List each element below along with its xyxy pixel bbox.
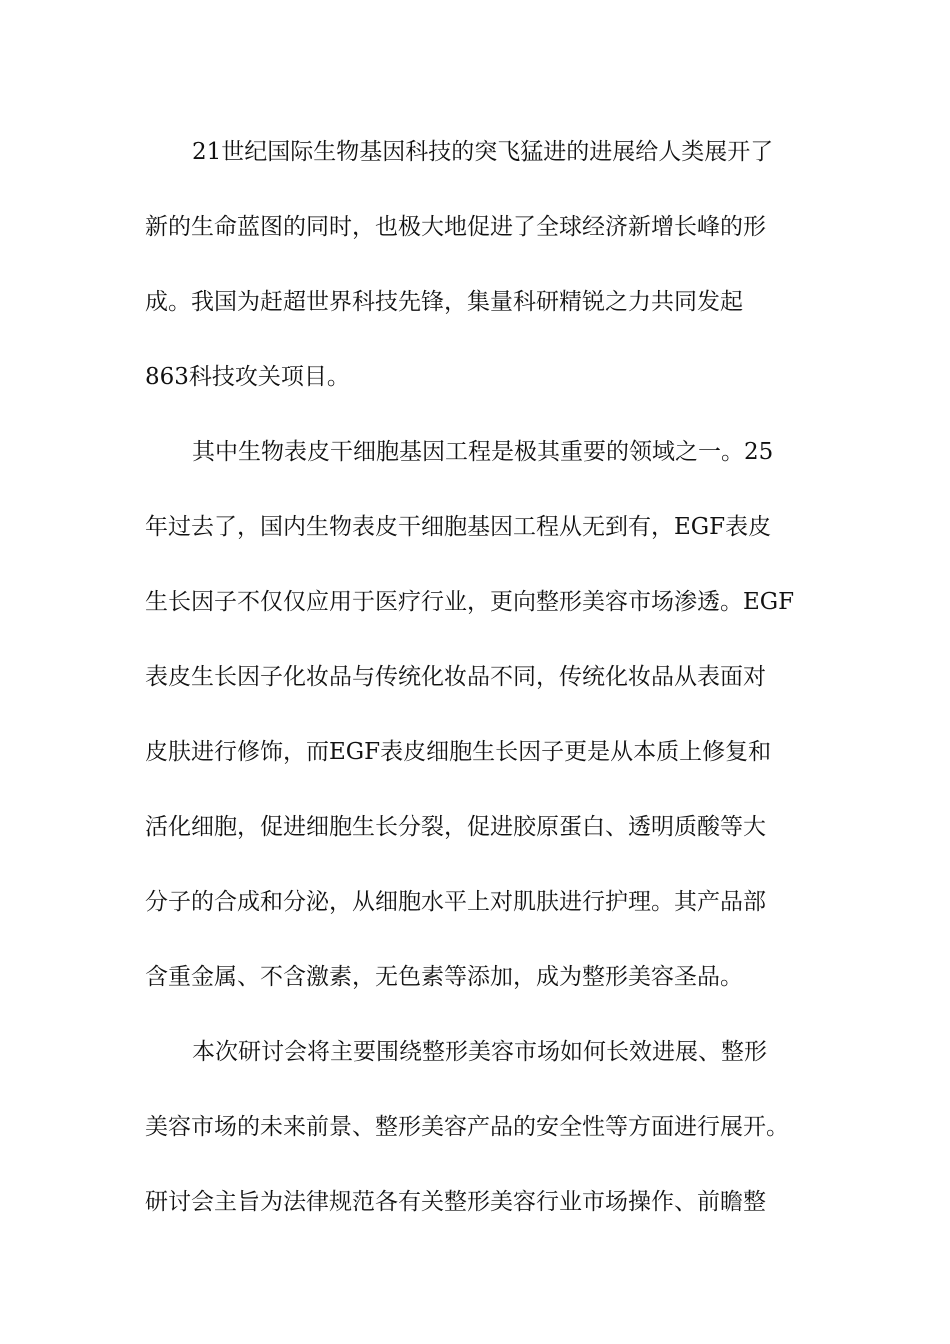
paragraph-line: 本次研讨会将主要围绕整形美容市场如何长效进展、整形 bbox=[192, 1039, 767, 1065]
paragraph-line: 分子的合成和分泌，从细胞水平上对肌肤进行护理。其产品部 bbox=[145, 889, 766, 915]
paragraph-line: 成。我国为赶超世界科技先锋，集量科研精锐之力共同发起 bbox=[145, 289, 743, 315]
paragraph-line: 其中生物表皮干细胞基因工程是极其重要的领域之一。25 bbox=[192, 439, 774, 465]
paragraph-line: 活化细胞，促进细胞生长分裂，促进胶原蛋白、透明质酸等大 bbox=[145, 814, 766, 840]
paragraph-line: 863科技攻关项目。 bbox=[145, 364, 350, 390]
paragraph-line: 研讨会主旨为法律规范各有关整形美容行业市场操作、前瞻整 bbox=[145, 1189, 766, 1215]
paragraph-line: 含重金属、不含激素，无色素等添加，成为整形美容圣品。 bbox=[145, 964, 743, 990]
paragraph-line: 新的生命蓝图的同时，也极大地促进了全球经济新增长峰的形 bbox=[145, 214, 766, 240]
paragraph-line: 21世纪国际生物基因科技的突飞猛进的进展给人类展开了 bbox=[192, 139, 774, 165]
paragraph-line: 表皮生长因子化妆品与传统化妆品不同，传统化妆品从表面对 bbox=[145, 664, 766, 690]
paragraph-line: 生长因子不仅仅应用于医疗行业，更向整形美容市场渗透。EGF bbox=[145, 589, 795, 615]
paragraph-line: 美容市场的未来前景、整形美容产品的安全性等方面进行展开。 bbox=[145, 1114, 789, 1140]
paragraph-line: 皮肤进行修饰，而EGF表皮细胞生长因子更是从本质上修复和 bbox=[145, 739, 772, 765]
paragraph-line: 年过去了，国内生物表皮干细胞基因工程从无到有，EGF表皮 bbox=[145, 514, 772, 540]
